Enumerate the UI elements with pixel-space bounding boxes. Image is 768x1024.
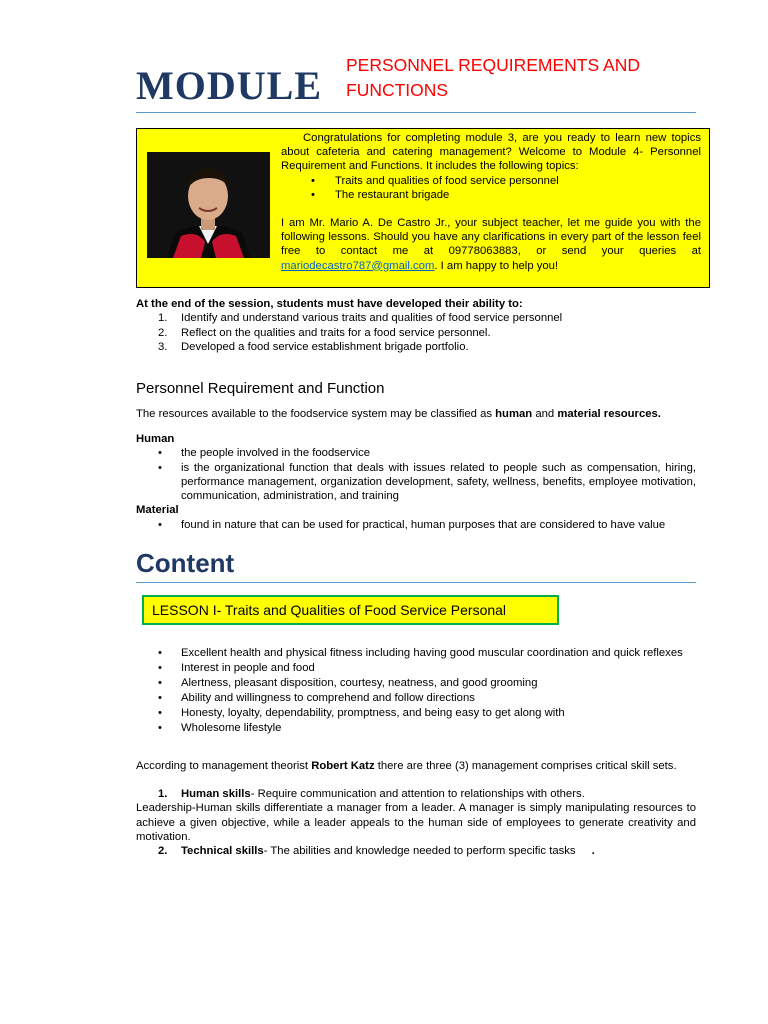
skill-name: Technical skills	[181, 845, 264, 858]
traits-list	[136, 646, 696, 736]
lesson-title-box: LESSON I- Traits and Qualities of Food Service Personal	[142, 595, 559, 625]
objectives-list	[136, 311, 696, 354]
objective-text: Reflect on the qualities and traits for a food service personnel.	[181, 326, 491, 339]
skill-number: 2.	[158, 845, 168, 858]
trait-item: • Wholesome lifestyle	[136, 721, 696, 736]
skill-number: 1.	[158, 788, 168, 800]
intro-text	[281, 131, 701, 273]
section-intro-material: material resources.	[557, 408, 661, 420]
human-item: • is the organizational function that deals with issues related to people such as compensation, hiring, performance management, organization development, safety, wellness, benefits, employee motivation, communication, administration, and training	[136, 461, 696, 504]
material-item: • found in nature that can be used for practical, human purposes that are considered to have value	[136, 518, 696, 532]
intro-paragraph-2-text: I am Mr. Mario A. De Castro Jr., your subject teacher, let me guide you with the following lessons. Should you have any clarifications in every part of the lesson feel free to contact me at 09778063883, or send your queries at	[281, 217, 701, 258]
module-subtitle	[346, 53, 686, 103]
trait-item: • Excellent health and physical fitness including having good muscular coordination and quick reflexes	[136, 646, 696, 661]
header-rule	[136, 112, 696, 113]
intro-topics-list	[281, 174, 701, 202]
material-heading: Material	[136, 504, 179, 517]
section-intro	[136, 407, 696, 421]
intro-paragraph-1: Congratulations for completing module 3, are you ready to learn new topics about cafeteria and catering management? Welcome to Module 4- Personnel Requirement and Functions. It includes the following topics:	[281, 132, 701, 173]
teacher-portrait-icon	[147, 152, 270, 258]
skill-desc: - Require communication and attention to relationships with others.	[250, 788, 585, 800]
objective-item: 3. Developed a food service establishment brigade portfolio.	[158, 340, 469, 353]
leadership-paragraph: Leadership-Human skills differentiate a manager from a leader. A manager is simply manipulating resources to achieve a given objective, while a leader appeals to the human side of employees to generate creativity and motivation.	[136, 802, 696, 843]
katz-paragraph	[136, 759, 696, 773]
katz-text-a: According to management theorist	[136, 760, 312, 772]
skill-item-1	[136, 787, 696, 801]
section-title: Personnel Requirement and Function	[136, 380, 385, 397]
trait-item: • Interest in people and food	[136, 661, 696, 676]
human-heading: Human	[136, 433, 175, 445]
katz-name: Robert Katz	[311, 760, 375, 772]
content-rule	[136, 582, 696, 583]
teacher-email-link[interactable]: mariodecastro787@gmail.com	[281, 259, 435, 272]
content-title: Content	[136, 548, 235, 578]
human-material-block	[136, 432, 696, 532]
objective-item: 2. Reflect on the qualities and traits for a food service personnel.	[158, 326, 491, 339]
trait-item: • Honesty, loyalty, dependability, promptness, and being easy to get along with	[136, 706, 696, 721]
skill-desc: - The abilities and knowledge needed to perform specific tasks	[263, 845, 576, 858]
objective-item: 1. Identify and understand various traits and qualities of food service personnel	[158, 312, 563, 325]
human-item: • the people involved in the foodservice	[136, 446, 696, 460]
material-list	[136, 518, 696, 532]
objectives-heading: At the end of the session, students must have developed their ability to:	[136, 298, 523, 310]
katz-text-b: there are three (3) management comprises critical skill sets.	[374, 760, 677, 772]
skill-item-2	[136, 844, 696, 858]
module-heading: MODULE	[136, 63, 322, 108]
objective-text: Identify and understand various traits and qualities of food service personnel	[181, 312, 563, 325]
skill-name: Human skills	[181, 788, 251, 800]
skills-block	[136, 787, 696, 858]
section-intro-and: and	[532, 408, 558, 420]
objectives-section	[136, 297, 696, 354]
teacher-photo	[147, 152, 270, 258]
intro-topic: • The restaurant brigade	[331, 188, 701, 202]
trait-item: • Ability and willingness to comprehend and follow directions	[136, 691, 696, 706]
traits-block	[136, 646, 696, 736]
section-intro-human: human	[495, 408, 533, 420]
intro-paragraph-2	[281, 216, 701, 273]
objective-text: Developed a food service establishment brigade portfolio.	[181, 340, 469, 353]
module-subtitle-line2: FUNCTIONS	[346, 80, 449, 100]
section-intro-text: The resources available to the foodservice system may be classified as	[136, 408, 496, 420]
human-list	[136, 446, 696, 503]
module-subtitle-line1: PERSONNEL REQUIREMENTS AND	[346, 55, 640, 75]
trailing-period: .	[591, 845, 595, 858]
intro-topic: • Traits and qualities of food service personnel	[331, 174, 701, 188]
intro-paragraph-2-end: . I am happy to help you!	[434, 259, 559, 272]
trait-item: • Alertness, pleasant disposition, courtesy, neatness, and good grooming	[136, 676, 696, 691]
